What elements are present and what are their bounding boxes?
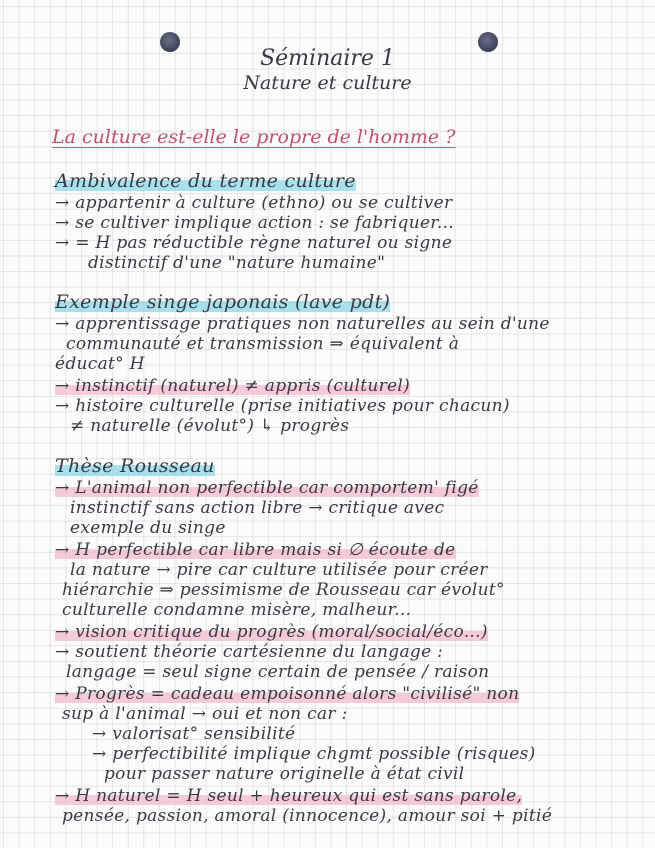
- note-line: pensée, passion, amoral (innocence), amour soi + pitié: [62, 806, 553, 826]
- note-line: → apprentissage pratiques non naturelles au sein d'une: [55, 314, 550, 334]
- note-line: → valorisat° sensibilité: [92, 724, 296, 744]
- note-line: → H perfectible car libre mais si ∅ écoute de: [55, 540, 456, 560]
- section-heading-ambivalence: Ambivalence du terme culture: [55, 170, 356, 192]
- note-line: pour passer nature originelle à état civil: [104, 764, 465, 784]
- note-line: langage = seul signe certain de pensée / raison: [66, 662, 490, 682]
- note-line: → = H pas réductible règne naturel ou signe: [55, 233, 453, 253]
- note-line: → H naturel = H seul + heureux qui est sans parole,: [55, 786, 523, 806]
- note-line: → L'animal non perfectible car comportem' figé: [55, 478, 479, 498]
- note-line: hiérarchie ⇒ pessimisme de Rousseau car évolut°: [62, 580, 505, 600]
- note-line: culturelle condamne misère, malheur...: [62, 600, 412, 620]
- note-line: → instinctif (naturel) ≠ appris (culturel): [55, 376, 411, 396]
- note-line: → perfectibilité implique chgmt possible (risques): [92, 744, 536, 764]
- note-line: → Progrès = cadeau empoisonné alors "civilisé" non: [55, 684, 520, 704]
- note-line: → appartenir à culture (ethno) ou se cultiver: [55, 193, 453, 213]
- main-question: La culture est-elle le propre de l'homme ?: [52, 126, 456, 148]
- note-line: éducat° H: [55, 354, 145, 374]
- note-line: → histoire culturelle (prise initiatives pour chacun): [55, 396, 510, 416]
- note-line: communauté et transmission ⇒ équivalent à: [66, 334, 460, 354]
- page-subtitle: Nature et culture: [243, 72, 412, 94]
- page-title: Séminaire 1: [260, 46, 395, 71]
- note-line: la nature → pire car culture utilisée pour créer: [70, 560, 488, 580]
- note-line: ≠ naturelle (évolut°) ↳ progrès: [70, 416, 350, 436]
- note-line: exemple du singe: [70, 518, 226, 538]
- section-heading-exemple: Exemple singe japonais (lave pdt): [55, 291, 391, 313]
- note-line: → se cultiver implique action : se fabriquer...: [55, 213, 454, 233]
- note-line: → vision critique du progrès (moral/social/éco...): [55, 622, 488, 642]
- note-line: → soutient théorie cartésienne du langage :: [55, 642, 444, 662]
- note-line: instinctif sans action libre → critique avec: [70, 498, 445, 518]
- note-line: distinctif d'une "nature humaine": [88, 253, 386, 273]
- note-line: sup à l'animal → oui et non car :: [62, 704, 348, 724]
- section-heading-these-rousseau: Thèse Rousseau: [55, 455, 215, 477]
